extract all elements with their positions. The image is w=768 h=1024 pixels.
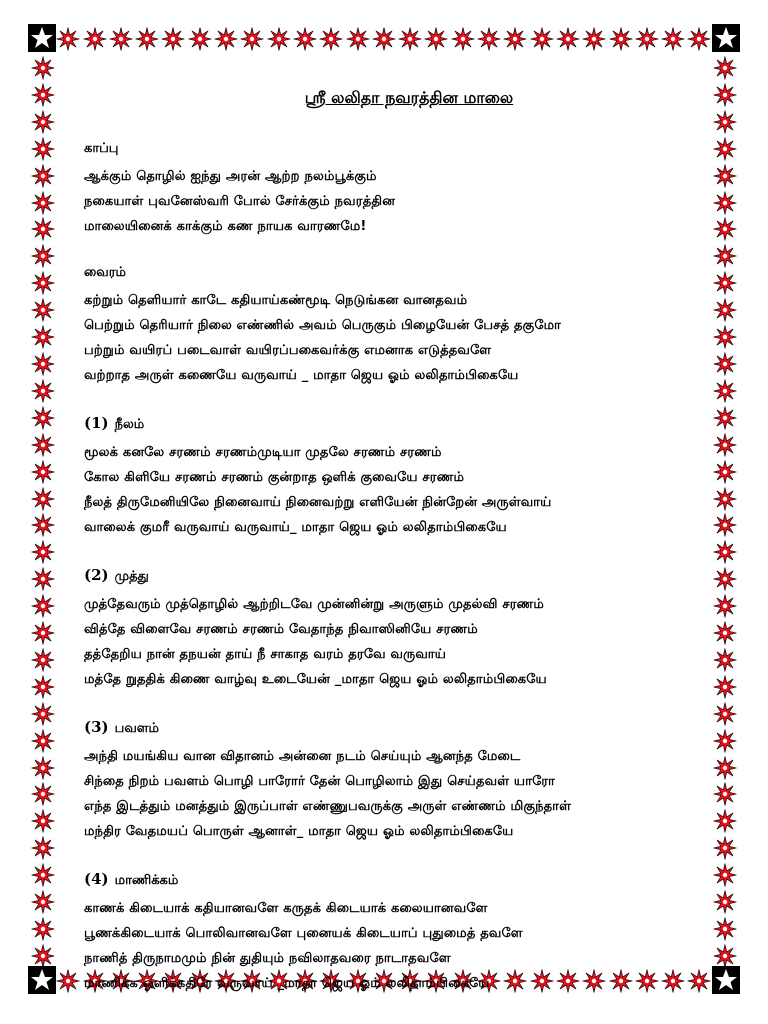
verse-line: கற்றும் தெளியார் காடே கதியாய்கண்மூடி நெடுங்கன வானதவம் bbox=[84, 293, 468, 308]
verse-line: பற்றும் வயிரப் படைவாள் வயிரப்பகைவர்க்கு எமனாக எடுத்தவளே bbox=[84, 343, 492, 358]
red-star-icon bbox=[293, 27, 317, 51]
red-star-icon bbox=[31, 379, 55, 403]
red-star-icon bbox=[188, 27, 212, 51]
red-star-icon bbox=[56, 27, 80, 51]
verse-line: நகையாள் புவனேஸ்வரி போல் சேர்க்கும் நவரத்தின bbox=[84, 194, 396, 209]
red-star-icon bbox=[31, 217, 55, 241]
red-star-icon bbox=[214, 27, 238, 51]
section-heading bbox=[84, 718, 724, 737]
top-star-border bbox=[30, 26, 738, 52]
red-star-icon bbox=[161, 27, 185, 51]
section-heading-text: மாணிக்கம் bbox=[114, 873, 179, 888]
verse-section bbox=[84, 141, 724, 239]
verse-line: பெற்றும் தெரியார் நிலை எண்ணில் அவம் பெருகும் பிழையேன் பேசத் தகுமோ bbox=[84, 318, 562, 333]
red-star-icon bbox=[31, 917, 55, 941]
section-heading-text: பவளம் bbox=[114, 721, 159, 736]
red-star-icon bbox=[31, 110, 55, 134]
red-star-icon bbox=[31, 782, 55, 806]
red-star-icon bbox=[31, 702, 55, 726]
verse-line: ஆக்கும் தொழில் ஐந்து அரன் ஆற்ற நலம்பூக்கும் bbox=[84, 169, 377, 184]
verse-section bbox=[84, 870, 724, 996]
red-star-icon bbox=[31, 809, 55, 833]
red-star-icon bbox=[135, 27, 159, 51]
red-star-icon bbox=[267, 27, 291, 51]
red-star-icon bbox=[240, 27, 264, 51]
red-star-icon bbox=[31, 56, 55, 80]
red-star-icon bbox=[31, 83, 55, 107]
verse-section bbox=[84, 566, 724, 692]
section-heading bbox=[84, 265, 724, 281]
red-star-icon bbox=[687, 27, 711, 51]
left-star-border bbox=[30, 56, 56, 968]
red-star-icon bbox=[635, 27, 659, 51]
verse-line: மந்திர வேதமயப் பொருள் ஆனாள்_ மாதா ஜெய ஓம் லலிதாம்பிகையே bbox=[84, 824, 514, 839]
red-star-icon bbox=[319, 27, 343, 51]
section-heading-text: நீலம் bbox=[114, 417, 145, 432]
red-star-icon bbox=[31, 460, 55, 484]
black-star-icon bbox=[712, 24, 740, 52]
verse-line: மூலக் கனலே சரணம் சரணம்முடியா முதலே சரணம் சரணம் bbox=[84, 445, 442, 460]
verse-line: மாணிக்க ஒளிக்கதிரே வருவாய் _மாதா ஜெய ஓம் லலிதாம்பிகையே bbox=[84, 976, 490, 991]
verse-line: அந்தி மயங்கிய வான விதானம் அன்னை நடம் செய்யும் ஆனந்த மேடை bbox=[84, 749, 521, 764]
red-star-icon bbox=[31, 164, 55, 188]
verse-section bbox=[84, 718, 724, 844]
verse-sections bbox=[84, 141, 724, 996]
red-star-icon bbox=[346, 27, 370, 51]
red-star-icon bbox=[31, 863, 55, 887]
section-heading-text: காப்பு bbox=[84, 141, 119, 156]
black-star-icon bbox=[28, 966, 56, 994]
verse-line: வித்தே விளைவே சரணம் சரணம் வேதாந்த நிவாஸினியே சரணம் bbox=[84, 622, 478, 637]
section-heading bbox=[84, 870, 724, 889]
verse-line: சிந்தை நிறம் பவளம் பொழி பாரோர் தேன் பொழிலாம் இது செய்தவள் யாரோ bbox=[84, 774, 556, 789]
red-star-icon bbox=[424, 27, 448, 51]
verse-line: தத்தேறிய நான் தநயன் தாய் நீ சாகாத வரம் தரவே வருவாய் bbox=[84, 647, 447, 662]
verse-line: வாலைக் குமரீ வருவாய் வருவாய்_ மாதா ஜெய ஓம் லலிதாம்பிகையே bbox=[84, 520, 507, 535]
verse-line: மாலையினைக் காக்கும் கண நாயக வாரணமே! bbox=[84, 219, 367, 234]
black-star-icon bbox=[28, 24, 56, 52]
verse-section bbox=[84, 414, 724, 540]
red-star-icon bbox=[451, 27, 475, 51]
red-star-icon bbox=[31, 433, 55, 457]
red-star-icon bbox=[31, 244, 55, 268]
red-star-icon bbox=[477, 27, 501, 51]
red-star-icon bbox=[372, 27, 396, 51]
red-star-icon bbox=[31, 648, 55, 672]
red-star-icon bbox=[83, 27, 107, 51]
red-star-icon bbox=[609, 27, 633, 51]
section-heading bbox=[84, 566, 724, 585]
section-number: (2) bbox=[84, 566, 109, 584]
red-star-icon bbox=[31, 137, 55, 161]
red-star-icon bbox=[530, 27, 554, 51]
red-star-icon bbox=[31, 756, 55, 780]
section-number: (3) bbox=[84, 718, 109, 736]
red-star-icon bbox=[31, 271, 55, 295]
verse-line: நீலத் திருமேனியிலே நினைவாய் நினைவற்று எளியேன் நின்றேன் அருள்வாய் bbox=[84, 495, 552, 510]
section-heading bbox=[84, 141, 724, 157]
red-star-icon bbox=[661, 27, 685, 51]
red-star-icon bbox=[31, 191, 55, 215]
section-number: (4) bbox=[84, 870, 109, 888]
document-body bbox=[84, 88, 724, 1022]
red-star-icon bbox=[31, 513, 55, 537]
red-star-icon bbox=[556, 27, 580, 51]
red-star-icon bbox=[31, 487, 55, 511]
verse-line: பூணக்கிடையாக் பொலிவானவளே புனையக் கிடையாப் புதுமைத் தவளே bbox=[84, 926, 523, 941]
verse-line: முத்தேவரும் முத்தொழில் ஆற்றிடவே முன்னின்று அருளும் முதல்வி சரணம் bbox=[84, 597, 545, 612]
verse-line: வற்றாத அருள் கணையே வருவாய் _ மாதா ஜெய ஓம் லலிதாம்பிகையே bbox=[84, 368, 519, 383]
red-star-icon bbox=[398, 27, 422, 51]
red-star-icon bbox=[56, 969, 80, 993]
verse-line: எந்த இடத்தும் மனத்தும் இருப்பாள் எண்ணுபவருக்கு அருள் எண்ணம் மிகுந்தாள் bbox=[84, 799, 572, 814]
verse-line: நாணித் திருநாமமும் நின் துதியும் நவிலாதவரை நாடாதவளே bbox=[84, 951, 451, 966]
section-heading bbox=[84, 414, 724, 433]
red-star-icon bbox=[31, 298, 55, 322]
red-star-icon bbox=[31, 567, 55, 591]
red-star-icon bbox=[31, 944, 55, 968]
red-star-icon bbox=[582, 27, 606, 51]
red-star-icon bbox=[109, 27, 133, 51]
verse-section bbox=[84, 265, 724, 388]
verse-line: கோல கிளியே சரணம் சரணம் குன்றாத ஒளிக் குவையே சரணம் bbox=[84, 470, 465, 485]
red-star-icon bbox=[31, 540, 55, 564]
red-star-icon bbox=[31, 836, 55, 860]
red-star-icon bbox=[31, 325, 55, 349]
section-heading-text: வைரம் bbox=[84, 265, 126, 280]
section-number: (1) bbox=[84, 414, 109, 432]
red-star-icon bbox=[31, 352, 55, 376]
verse-line: மத்தே றுததிக் கிணை வாழ்வு உடையேன் _மாதா ஜெய ஓம் லலிதாம்பிகையே bbox=[84, 672, 547, 687]
red-star-icon bbox=[31, 621, 55, 645]
red-star-icon bbox=[31, 406, 55, 430]
red-star-icon bbox=[31, 890, 55, 914]
page-title: ஸ்ரீ லலிதா நவரத்தின மாலை bbox=[304, 88, 514, 107]
red-star-icon bbox=[713, 56, 737, 80]
red-star-icon bbox=[31, 675, 55, 699]
red-star-icon bbox=[31, 594, 55, 618]
section-heading-text: முத்து bbox=[114, 569, 149, 584]
verse-line: காணக் கிடையாக் கதியானவளே கருதக் கிடையாக் கலையானவளே bbox=[84, 901, 488, 916]
red-star-icon bbox=[503, 27, 527, 51]
red-star-icon bbox=[31, 729, 55, 753]
